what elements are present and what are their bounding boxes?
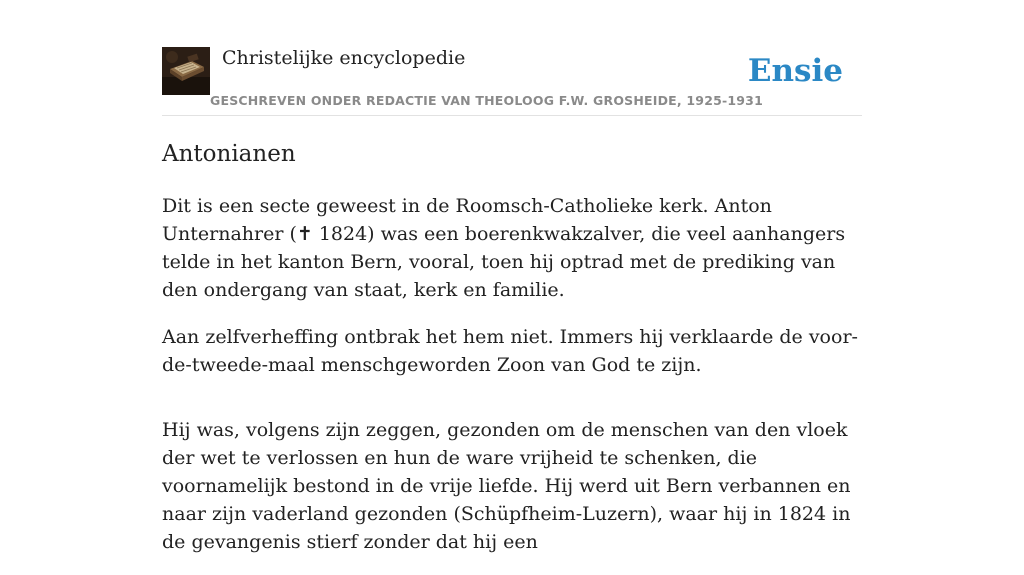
ensie-logo[interactable]: Ensie: [747, 53, 843, 89]
article-paragraph: Aan zelfverheffing ontbrak het hem niet. Immers hij verklaarde de voor-de-tweede-maal menschgeworden Zoon van God te zijn.: [162, 326, 858, 376]
article-paragraph: Hij was, volgens zijn zeggen, gezonden om de menschen van den vloek der wet te verlossen en hun de ware vrijheid te schenken, die voornamelijk bestond in de vrije liefde. Hij werd uit Bern verbannen en naar zijn vaderland gezonden (Schüpfheim-Luzern), waar hij in 1824 in de gevangenis stierf zonder dat hij een: [162, 419, 851, 553]
article-body: [162, 192, 867, 575]
site-subtitle: GESCHREVEN ONDER REDACTIE VAN THEOLOOG F.W. GROSHEIDE, 1925-1931: [210, 93, 763, 108]
book-avatar-image: [162, 47, 210, 95]
site-header: [162, 46, 862, 116]
book-avatar-icon[interactable]: [162, 47, 210, 95]
article-title: Antonianen: [162, 141, 296, 167]
article-paragraph: Dit is een secte geweest in de Roomsch-Catholieke kerk. Anton Unternahrer (✝ 1824) was een boerenkwakzalver, die veel aanhangers telde in het kanton Bern, vooral, toen hij optrad met de prediking van den ondergang van staat, kerk en familie.: [162, 195, 846, 301]
header-divider: [162, 115, 862, 116]
site-title[interactable]: Christelijke encyclopedie: [222, 47, 466, 69]
